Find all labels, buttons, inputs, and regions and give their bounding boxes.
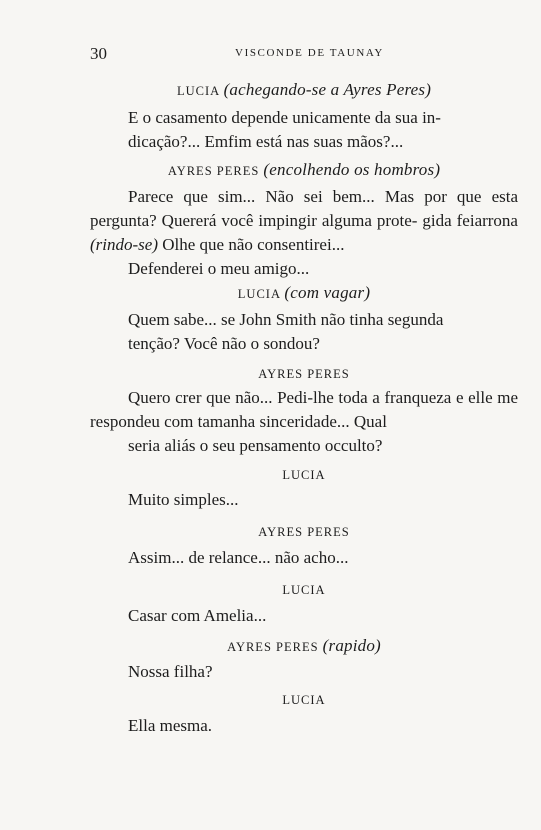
speaker-name: AYRES PERES: [167, 164, 260, 178]
stage-direction: (com vagar): [284, 283, 371, 302]
speech-line: E o casamento depende unicamente da sua in-: [128, 108, 441, 127]
speech-paragraph: [90, 308, 518, 356]
stage-direction: (achegando-se a Ayres Peres): [223, 80, 432, 99]
speaker-name: LUCIA: [282, 468, 326, 482]
speech-paragraph: [90, 185, 518, 281]
stage-direction: (encolhendo os hombros): [263, 160, 441, 179]
speech-block: [90, 185, 518, 281]
dialogue-block: [90, 690, 518, 710]
speaker-heading: [90, 522, 518, 542]
speaker-name: LUCIA: [237, 287, 281, 301]
dialogue-block: [90, 80, 518, 101]
dialogue-block: [90, 522, 518, 542]
speaker-name: AYRES PERES: [258, 525, 350, 539]
speech-block: [90, 488, 518, 512]
speaker-heading: [90, 80, 518, 101]
speech-line: seria aliás o seu pensamento occulto?: [128, 436, 383, 455]
dialogue-block: [90, 160, 518, 181]
speaker-heading: [90, 690, 518, 710]
speech-line: Quem sabe... se John Smith não tinha segunda: [128, 310, 444, 329]
speech-line: Parece que sim... Não sei bem... Mas por que: [128, 187, 482, 206]
speech-line: esta pergunta? Quererá você impingir alguma prote-: [90, 187, 518, 230]
speech-line: Ella mesma.: [128, 716, 213, 735]
speech-line: tenção? Você não o sondou?: [128, 334, 320, 353]
dialogue-block: [90, 465, 518, 485]
page-header: [90, 44, 519, 64]
speaker-name: AYRES PERES: [227, 640, 319, 654]
speaker-name: LUCIA: [282, 693, 326, 707]
speech-line: Casar com Amelia...: [128, 606, 267, 625]
dialogue-block: [90, 364, 518, 384]
dialogue-block: [90, 580, 518, 600]
dialogue-block: [90, 636, 518, 657]
speaker-heading: [90, 160, 518, 181]
speech-paragraph: [90, 386, 518, 458]
speech-block: [90, 660, 518, 684]
speech-block: [90, 386, 518, 458]
page-number: 30: [90, 44, 107, 63]
speech-paragraph: [90, 106, 518, 154]
speech-line: dicação?... Emfim está nas suas mãos?...: [128, 132, 404, 151]
speaker-name: LUCIA: [176, 84, 220, 98]
inline-stage-direction: (rindo-se): [90, 235, 158, 254]
speech-block: [90, 106, 518, 154]
dialogue-block: [90, 283, 518, 304]
speaker-heading: [90, 580, 518, 600]
speech-block: [90, 546, 518, 570]
speech-block: [90, 604, 518, 628]
speaker-heading: [90, 465, 518, 485]
speech-line: Defenderei o meu amigo...: [128, 259, 310, 278]
speaker-heading: [90, 364, 518, 384]
stage-direction: (rapido): [322, 636, 381, 655]
speech-line: Nossa filha?: [128, 662, 213, 681]
speech-block: [90, 714, 518, 738]
speech-line: e elle me respondeu com tamanha sinceridade... Qual: [90, 388, 518, 431]
speaker-heading: [90, 283, 518, 304]
speaker-heading: [90, 636, 518, 657]
speaker-name: AYRES PERES: [258, 367, 350, 381]
speech-line: Muito simples...: [128, 490, 239, 509]
running-title: VISCONDE DE TAUNAY: [235, 47, 384, 59]
speaker-name: LUCIA: [282, 583, 326, 597]
speech-line: Assim... de relance... não acho...: [128, 548, 349, 567]
speech-block: [90, 308, 518, 356]
speech-line: gida feiarrona: [422, 211, 518, 230]
speech-line: Olhe que não consentirei...: [157, 235, 345, 254]
speech-line: Quero crer que não... Pedi-lhe toda a franqueza: [128, 388, 452, 407]
